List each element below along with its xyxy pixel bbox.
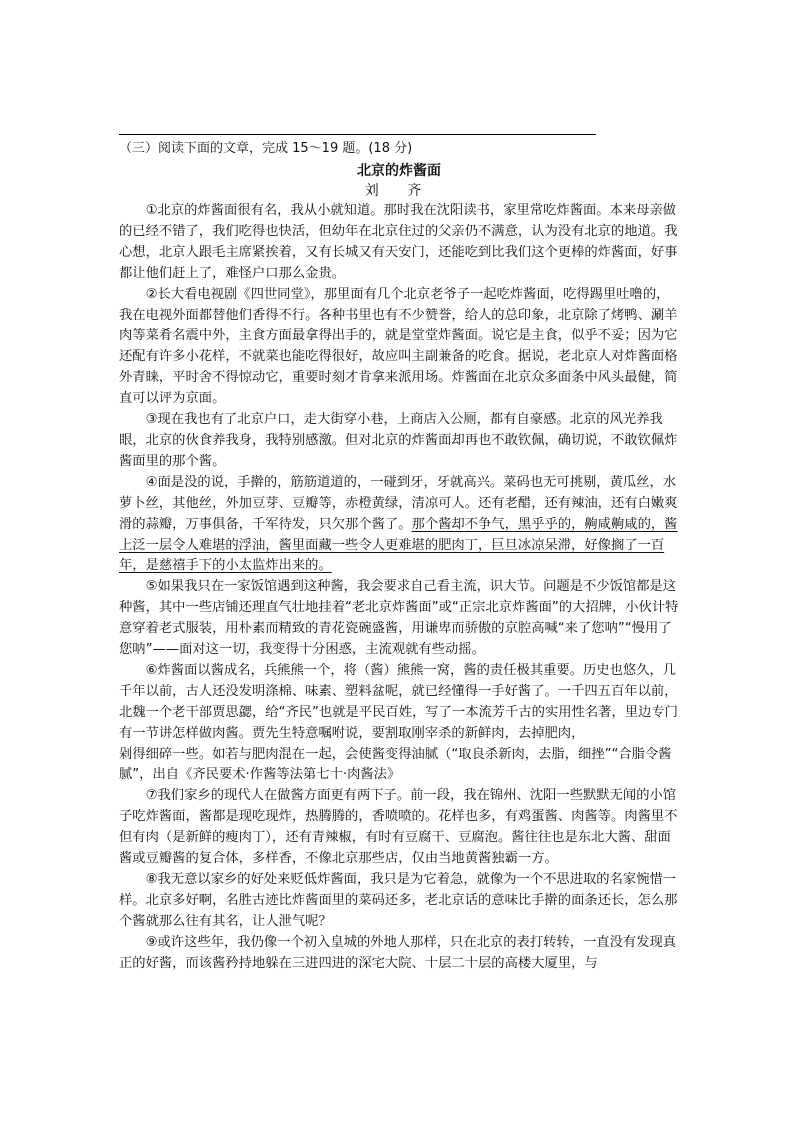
paragraph-8: ⑧我无意以家乡的好处来贬低炸酱面，我只是为它着急，就像为一个不思进取的名家惋惜一样。北京多好啊，名胜古迹比炸酱面里的菜码还多，老北京话的意味比手擀的面条还长，怎么那个酱就那么往有其名，让人泄气呢？	[119, 872, 678, 929]
paragraph-4-text: ④面是没的说，手擀的，筋筋道道的，一碰到牙，牙就高兴。菜码也无可挑剔，黄瓜丝，水萝卜丝，其他丝，外加豆芽、豆瓣等，赤橙黄绿，清凉可人。还有老醋，还有辣油，还有白嫩爽滑的蒜瓣，万事俱备，千军待发，只欠那个酱了。	[119, 474, 678, 532]
paragraph-5: ⑤如果我只在一家饭馆遇到这种酱，我会要求自己看主流，识大节。问题是不少饭馆都是这种酱，其中一些店铺还理直气壮地挂着“老北京炸酱面”或“正宗北京炸酱面”的大招牌，小伙计特意穿着老式服装，用朴素而精致的青花瓷碗盛酱，用谦卑而骄傲的京腔高喊“来了您呐”“慢用了您呐”——面对这一切，我变得十分困惑，主流观就有些动摇。	[119, 579, 679, 658]
article-author: 刘 齐	[364, 183, 434, 199]
paragraph-2: ②长大看电视剧《四世同堂》，那里面有几个北京老爷子一起吃炸酱面，吃得踢里吐噜的，我在电视外面都替他们香得不行。各种书里也有不少赞誉，给人的总印象，北京除了烤鸭、涮羊肉等菜肴名震中外，主食方面最拿得出手的，就是堂堂炸酱面。说它是主食，似乎不妥；因为它还配有许多小花样，不就菜也能吃得很好，故应叫主副兼备的吃食。据说，老北京人对炸酱面格外青睐，平时舍不得惊动它，重要时刻才肯拿来派用场。炸酱面在北京众多面条中风头最健，简直可以评为京面。	[119, 286, 678, 407]
underlined-passage: 那个酱却不争气，黑乎乎的，齁咸齁咸的，酱上泛一层令人难堪的浮油，酱里面藏一些令人更难堪的肥肉丁，巨旦冰凉呆滞，好像搁了一百年，是慈禧手下的小太监炸出来的。	[119, 516, 678, 574]
article-body	[119, 201, 681, 975]
section-heading: （三）阅读下面的文章，完成 15～19 题。(18 分)	[119, 141, 413, 156]
paragraph-9: ⑨或许这些年，我仍像一个初入皇城的外地人那样，只在北京的表打转转，一直没有发现真正的好酱，而该酱矜持地躲在三进四进的深宅大院、十层二十层的高楼大厦里，与	[119, 934, 677, 971]
paragraph-4	[119, 473, 681, 578]
paragraph-6: ⑥炸酱面以酱成名，兵熊熊一个，将（酱）熊熊一窝，酱的责任极其重要。历史也悠久，几千年以前，古人还没发明涤棉、味素、塑料盆呢，就已经懂得一手好酱了。一千四五百年以前，北魏一个老干部贾思勰，给“齐民”也就是平民百姓，写了一本流芳千古的实用性名著，里边专门有一节讲怎样做肉酱。贾先生特意嘱咐说，要割取刚宰杀的新鲜肉，去掉肥肉，	[119, 662, 678, 741]
paragraph-1: ①北京的炸酱面很有名，我从小就知道。那时我在沈阳读书，家里常吃炸酱面。本来母亲做的已经不错了，我们吃得也快活，但幼年在北京住过的父亲仍不满意，认为没有北京的地道。我心想，北京人跟毛主席紧挨着，又有长城又有天安门，还能吃到比我们这个更棒的炸酱面，好事都让他们赶上了，难怪户口那么金贵。	[119, 203, 678, 281]
paragraph-6-continued: 剁得细碎一些。如若与肥肉混在一起，会使酱变得油腻（“取良杀新肉，去脂，细挫”“合脂令酱腻”，出自《齐民要术·作酱等法第七十·肉酱法》	[119, 746, 672, 783]
paragraph-7: ⑦我们家乡的现代人在做酱方面更有两下子。前一段，我在锦州、沈阳一些默默无闻的小馆子吃炸酱面，酱都是现吃现炸，热腾腾的，香喷喷的。花样也多，有鸡蛋酱、肉酱等。肉酱里不但有肉（是新鲜的瘦肉丁），还有青辣椒，有时有豆腐干、豆腐泡。酱往往也是东北大酱、甜面酱或豆瓣酱的复合体，多样香，不像北京那些店，仅由当地黄酱独霸一方。	[119, 788, 678, 867]
article-title: 北京的炸酱面	[357, 163, 441, 179]
top-rule	[119, 134, 596, 135]
paragraph-3: ③现在我也有了北京户口，走大街穿小巷，上商店入公厕，都有自豪感。北京的风光养我眼，北京的伙食养我身，我特别感激。但对北京的炸酱面却再也不敢钦佩，确切说，不敢钦佩炸酱面里的那个酱。	[119, 412, 678, 469]
